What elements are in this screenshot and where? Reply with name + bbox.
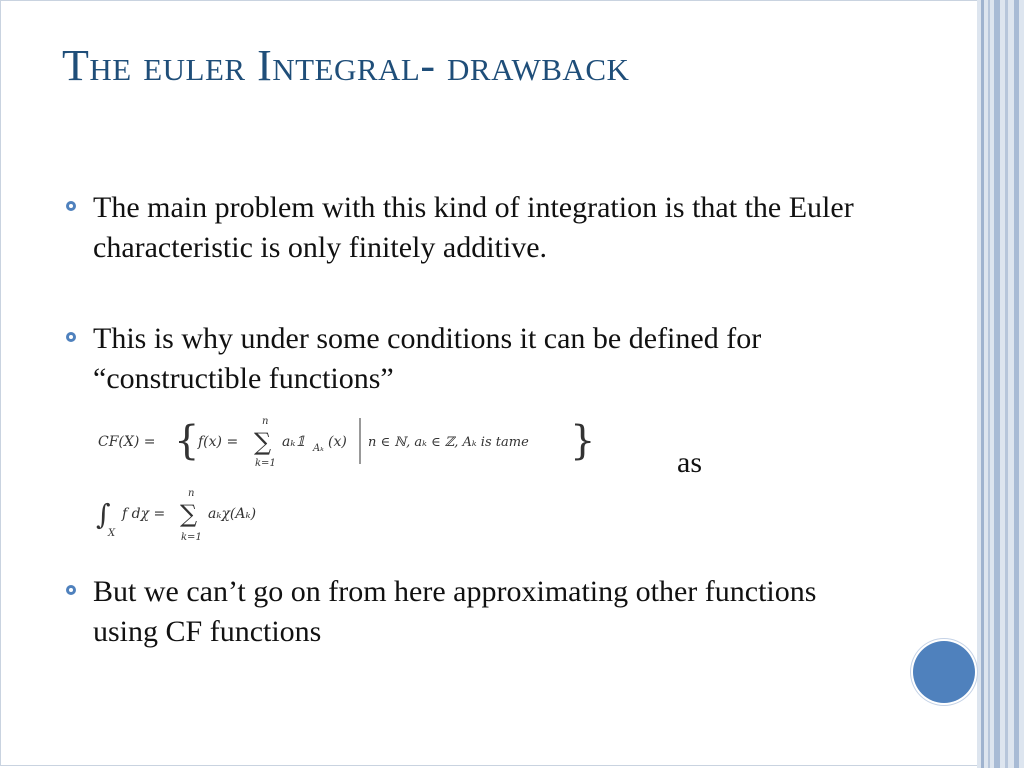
bullet-text: The main problem with this kind of integration is that the Euler characteristic is only finitely additive. [93,191,854,264]
sum-term: aₖχ(Aₖ) [208,506,257,522]
strip-line [988,0,990,768]
strip-line [1005,0,1008,768]
formula-lhs: CF(X) = [98,434,156,450]
strip-line [981,0,984,768]
bullet-item [66,572,886,652]
euler-integral-formula [96,486,296,546]
strip-line [1014,0,1019,768]
strip-line [994,0,1000,768]
sum-sign: ∑ [254,428,272,456]
formula-conditions: n ∈ ℕ, aₖ ∈ ℤ, Aₖ is tame [368,435,529,450]
sum-lower-limit: k=1 [181,532,202,543]
formula-function: f(x) = [198,434,239,450]
sum-term: aₖ𝟙 [282,434,306,450]
bullet-text: This is why under some conditions it can be defined for “constructible functions” [93,322,762,395]
integrand: f dχ = [122,506,166,522]
right-brace: } [570,418,596,464]
sum-lower-limit: k=1 [255,458,276,469]
slide-title: The euler Integral- drawback [62,41,630,90]
bullet-circle-icon [66,585,76,595]
connector-text: as [677,446,702,479]
bullet-circle-icon [66,332,76,342]
bullet-item [66,188,886,268]
decorative-side-strip [977,0,1024,768]
bullet-text: But we can’t go on from here approximating other functions using CF functions [93,575,817,648]
indicator-subscript: Aₖ [313,443,324,454]
decorative-circle [913,641,975,703]
bullet-circle-icon [66,201,76,211]
left-brace: { [174,418,200,464]
integral-sign: ∫ [96,498,111,531]
sum-upper-limit: n [188,488,195,499]
bullet-item [66,319,886,399]
integral-subscript: X [108,528,116,539]
constructible-functions-formula [96,412,596,470]
sum-upper-limit: n [262,416,269,427]
term-argument: (x) [328,434,347,450]
sum-sign: ∑ [180,500,198,528]
